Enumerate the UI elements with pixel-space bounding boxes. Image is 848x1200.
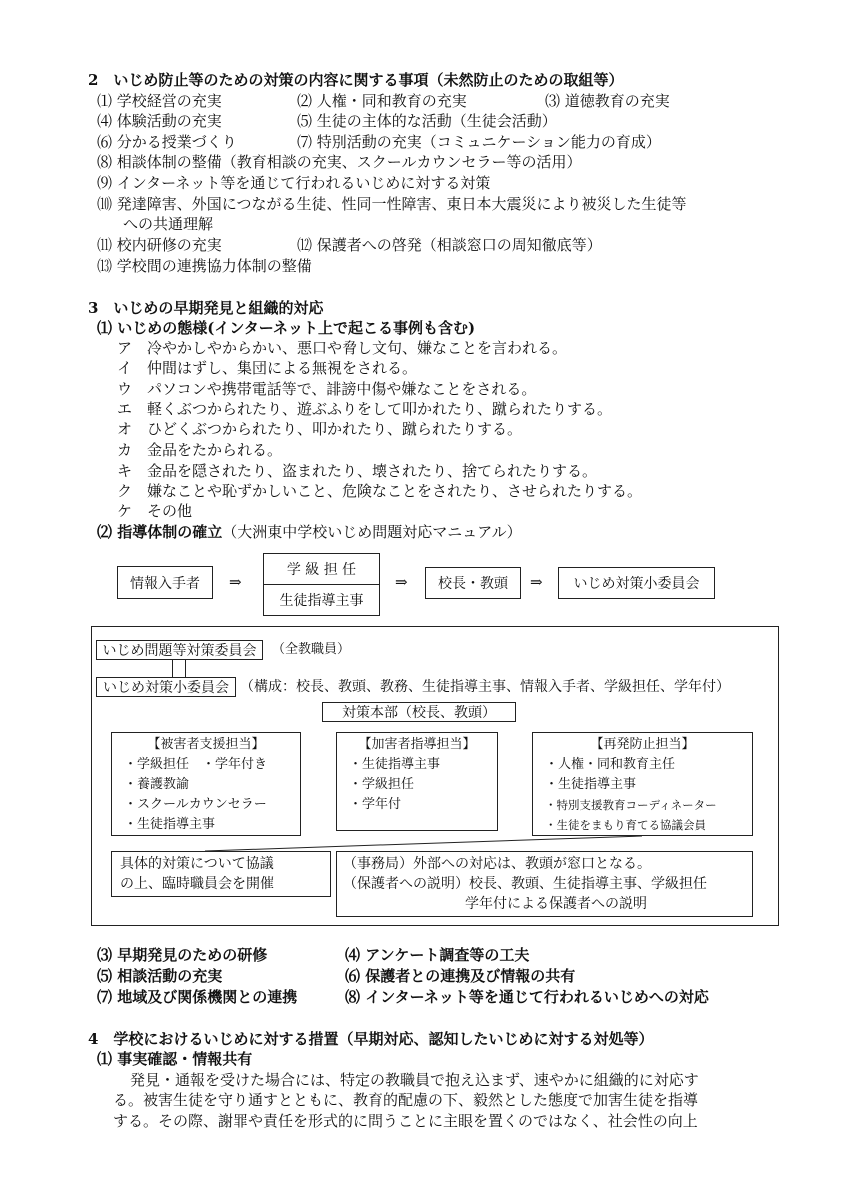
item-7: ⑺ 特別活動の充実（コミュニケーション能力の育成）	[297, 133, 661, 151]
office-box	[336, 851, 753, 917]
victim-support-item: ・学級担任 ・学年付き	[124, 757, 268, 772]
sub-heading-1: ⑴ いじめの態様(インターネット上で起こる事例も含む)	[97, 319, 476, 337]
office-line: （事務局）外部への対応は、教頭が窓口となる。	[343, 856, 651, 872]
meeting-box	[111, 851, 331, 897]
paragraph-line: する。その際、謝罪や責任を形式的に問うことに主眼を置くのではなく、社会性の向上	[113, 1112, 698, 1130]
item-8b: ⑻ インターネット等を通じて行われるいじめへの対応	[345, 988, 709, 1006]
item-3b: ⑶ 早期発見のための研修	[97, 946, 268, 964]
offender-guidance-title: 【加害者指導担当】	[358, 737, 476, 752]
prevention-title: 【再発防止担当】	[590, 737, 695, 752]
victim-support-item: ・養護教諭	[124, 777, 190, 792]
item-11: ⑾ 校内研修の充実	[97, 236, 222, 254]
offender-guidance-item: ・学年付	[349, 797, 402, 812]
list-item: オ ひどくぶつかられたり、叩かれたり、蹴られたりする。	[117, 420, 523, 438]
sub-heading-4-1: ⑴ 事実確認・情報共有	[97, 1050, 253, 1068]
list-item: ケ その他	[117, 502, 193, 520]
flow-subcommittee-box: いじめ対策小委員会	[558, 567, 715, 599]
prevention-item: ・特別支援教育コーディネーター	[545, 798, 717, 812]
item-5b: ⑸ 相談活動の充実	[97, 967, 223, 985]
list-item: エ 軽くぶつかられたり、遊ぶふりをして叩かれたり、蹴られたりする。	[117, 400, 613, 418]
office-line: （保護者への説明）校長、教頭、生徒指導主事、学級担任	[343, 876, 707, 892]
section3-heading: 3 いじめの早期発見と組織的対応	[88, 299, 324, 317]
flow-arrow: ⇒	[395, 573, 408, 591]
item-9: ⑼ インターネット等を通じて行われるいじめに対する対策	[97, 174, 491, 192]
flow-principal-box: 校長・教頭	[425, 567, 521, 599]
list-item: カ 金品をたかられる。	[117, 441, 283, 459]
list-item: ウ パソコンや携帯電話等で、誹謗中傷や嫌なことをされる。	[117, 380, 537, 398]
item-10-cont: への共通理解	[123, 215, 214, 233]
prevention-item: ・生徒指導主事	[545, 777, 637, 792]
subcommittee-note: （構成：校長、教頭、教務、生徒指導主事、情報入手者、学級担任、学年付）	[240, 679, 730, 695]
flow-informer-box: 情報入手者	[117, 566, 213, 599]
item-6: ⑹ 分かる授業づくり	[97, 133, 237, 151]
subcommittee-box: いじめ対策小委員会	[96, 677, 236, 697]
sub-heading-2-bold: ⑵ 指導体制の確立	[97, 523, 223, 541]
paragraph-line: る。被害生徒を守り通すとともに、教育的配慮の下、毅然とした態度で加害生徒を指導	[113, 1091, 699, 1109]
section2-heading: 2 いじめ防止等のための対策の内容に関する事項（未然防止のための取組等）	[88, 71, 624, 89]
flow-arrow: ⇒	[229, 573, 242, 591]
item-3: ⑶ 道徳教育の充実	[545, 92, 670, 110]
list-item: キ 金品を隠されたり、盗まれたり、壊されたり、捨てられたりする。	[117, 462, 598, 480]
victim-support-title: 【被害者支援担当】	[147, 737, 265, 752]
flow-arrow: ⇒	[530, 573, 543, 591]
item-8: ⑻ 相談体制の整備（教育相談の充実、スクールカウンセラー等の活用）	[97, 153, 582, 171]
item-4: ⑷ 体験活動の充実	[97, 112, 222, 130]
item-7b: ⑺ 地域及び関係機関との連携	[97, 988, 298, 1006]
prevention-item: ・生徒をまもり育てる協議会員	[545, 818, 706, 832]
committee-box: いじめ問題等対策委員会	[96, 640, 263, 660]
offender-guidance-item: ・生徒指導主事	[349, 757, 441, 772]
item-1: ⑴ 学校経営の充実	[97, 92, 222, 110]
item-13: ⒀ 学校間の連携協力体制の整備	[97, 257, 312, 275]
list-item: ク 嫌なことや恥ずかしいこと、危険なことをされたり、させられたりする。	[117, 482, 643, 500]
committee-note: （全教職員）	[272, 642, 351, 657]
item-10: ⑽ 発達障害、外国につながる生徒、性同一性障害、東日本大震災により被災した生徒等	[97, 195, 687, 213]
office-line: 学年付による保護者への説明	[465, 896, 647, 912]
item-4b: ⑷ アンケート調査等の工夫	[345, 946, 530, 964]
flow-homeroom: 学 級 担 任	[264, 554, 379, 585]
victim-support-item: ・スクールカウンセラー	[124, 797, 267, 812]
victim-support-item: ・生徒指導主事	[124, 817, 216, 832]
prevention-item: ・人権・同和教育主任	[545, 757, 676, 772]
item-6b: ⑹ 保護者との連携及び情報の共有	[345, 967, 576, 985]
meeting-line: の上、臨時職員会を開催	[120, 876, 274, 892]
list-item: ア 冷やかしやからかい、悪口や脅し文句、嫌なことを言われる。	[117, 339, 568, 357]
hq-box: 対策本部（校長、教頭）	[322, 702, 516, 722]
meeting-line: 具体的対策について協議	[120, 856, 274, 872]
item-12: ⑿ 保護者への啓発（相談窓口の周知徹底等）	[297, 236, 602, 254]
paragraph-line: 発見・通報を受けた場合には、特定の教職員で抱え込まず、速やかに組織的に対応す	[130, 1071, 699, 1089]
item-2: ⑵ 人権・同和教育の充実	[297, 92, 467, 110]
flow-guidance: 生徒指導主事	[279, 593, 364, 609]
sub-heading-2-note: （大洲東中学校いじめ問題対応マニュアル）	[222, 523, 522, 541]
section4-heading: 4 学校におけるいじめに対する措置（早期対応、認知したいじめに対する対処等）	[88, 1030, 654, 1048]
item-5: ⑸ 生徒の主体的な活動（生徒会活動）	[297, 112, 557, 130]
offender-guidance-item: ・学級担任	[349, 777, 415, 792]
list-item: イ 仲間はずし、集団による無視をされる。	[117, 359, 418, 377]
